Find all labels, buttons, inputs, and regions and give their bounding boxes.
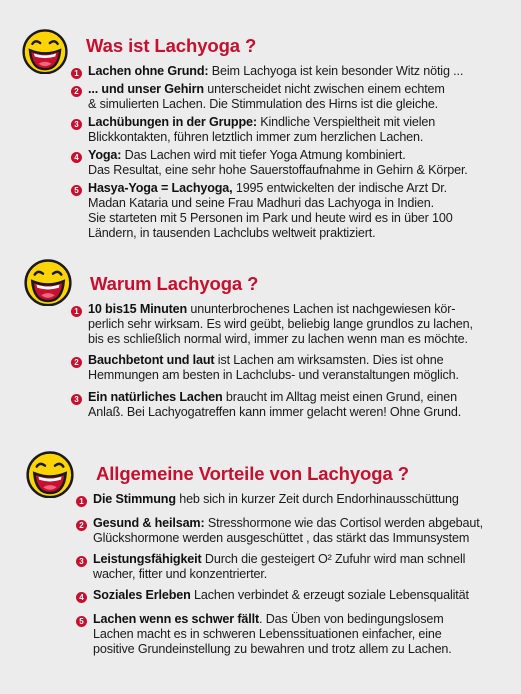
item-text: Das Resultat, eine sehr hohe Sauerstoffaufnahme in Gehirn & Körper. xyxy=(88,163,468,177)
item-text: wacher, fitter und konzentrierter. xyxy=(93,567,268,581)
item-text: perlich sehr wirksam. Es wird geübt, beliebig lange grundlos zu lachen, xyxy=(88,317,473,331)
item-lead: Die Stimmung xyxy=(93,492,176,506)
item-text: bis es schließlich normal wird, immer zu lachen wenn man es möchte. xyxy=(88,332,468,346)
item-text: positive Grundeinstellung zu bewahren und trotz allem zu Lachen. xyxy=(93,642,452,656)
item-text: Lachen verbindet & erzeugt soziale Lebensqualität xyxy=(190,588,469,602)
item-text: . Das Üben von bedingungslosem xyxy=(259,612,444,626)
numbered-bullet-icon: 1 xyxy=(71,306,82,317)
numbered-bullet-icon: 1 xyxy=(76,496,87,507)
item-text: Hemmungen am besten in Lachclubs- und veranstaltungen möglich. xyxy=(88,368,459,382)
item-lead: Ein natürliches Lachen xyxy=(88,390,223,404)
item-text: Glückshormone werden ausgeschüttet , das stärkt das Immunsystem xyxy=(93,531,470,545)
item-text: braucht im Alltag meist einen Grund, einen xyxy=(222,390,457,404)
numbered-bullet-icon: 1 xyxy=(71,68,82,79)
item-lead: Gesund & heilsam: xyxy=(93,516,205,530)
item-text: ununterbrochenes Lachen ist nachgewiesen kör- xyxy=(187,302,456,316)
item-text: Blickkontakten, führen letztlich immer zum herzlichen Lachen. xyxy=(88,130,424,144)
item-text: Beim Lachyoga ist kein besonder Witz nötig ... xyxy=(208,64,464,78)
numbered-bullet-icon: 5 xyxy=(71,185,82,196)
numbered-bullet-icon: 3 xyxy=(71,119,82,130)
numbered-bullet-icon: 3 xyxy=(76,556,87,567)
item-lead: Yoga: xyxy=(88,148,122,162)
item-text: Anlaß. Bei Lachyogatreffen kann immer gelacht weren! Ohne Grund. xyxy=(88,405,462,419)
numbered-bullet-icon: 4 xyxy=(76,592,87,603)
item-lead: Bauchbetont und laut xyxy=(88,353,215,367)
item-lead: Lachübungen in der Gruppe: xyxy=(88,115,257,129)
laughing-smiley-icon xyxy=(22,258,74,306)
section-title: Was ist Lachyoga ? xyxy=(86,35,257,56)
item-lead: Hasya-Yoga = Lachyoga, xyxy=(88,181,233,195)
item-text: Sie starteten mit 5 Personen im Park und heute wird es in über 100 xyxy=(88,211,453,225)
numbered-bullet-icon: 2 xyxy=(71,357,82,368)
item-lead: Lachen ohne Grund: xyxy=(88,64,209,78)
item-lead: Leistungsfähigkeit xyxy=(93,552,202,566)
item-lead: Lachen wenn es schwer fällt xyxy=(93,612,260,626)
item-text: 1995 entwickelten der indische Arzt Dr. xyxy=(232,181,448,195)
item-lead: 10 bis15 Minuten xyxy=(88,302,188,316)
item-text: ist Lachen am wirksamsten. Dies ist ohne xyxy=(214,353,444,367)
item-lead: Soziales Erleben xyxy=(93,588,191,602)
numbered-bullet-icon: 5 xyxy=(76,616,87,627)
item-text: heb sich in kurzer Zeit durch Endorhinausschüttung xyxy=(175,492,459,506)
numbered-bullet-icon: 4 xyxy=(71,152,82,163)
laughing-smiley-icon xyxy=(24,450,76,498)
item-text: Lachen macht es in schweren Lebenssituationen einfacher, eine xyxy=(93,627,442,641)
item-text: Madan Kataria und seine Frau Madhuri das Lachyoga in Indien. xyxy=(88,196,434,210)
item-text: Ländern, in tausenden Lachclubs weltweit praktiziert. xyxy=(88,226,376,240)
numbered-bullet-icon: 2 xyxy=(71,86,82,97)
item-text: Durch die gesteigert O² Zufuhr wird man schnell xyxy=(201,552,466,566)
numbered-bullet-icon: 3 xyxy=(71,394,82,405)
item-text: Stresshormone wie das Cortisol werden abgebaut, xyxy=(204,516,483,530)
item-text: & simulierten Lachen. Die Stimmulation des Hirns ist die gleiche. xyxy=(88,97,439,111)
section-title: Allgemeine Vorteile von Lachyoga ? xyxy=(96,463,409,484)
section-title: Warum Lachyoga ? xyxy=(90,273,259,294)
item-text: unterscheidet nicht zwischen einem echtem xyxy=(203,82,445,96)
item-text: Das Lachen wird mit tiefer Yoga Atmung kombiniert. xyxy=(121,148,406,162)
laughing-smiley-icon xyxy=(20,28,70,74)
item-lead: ... und unser Gehirn xyxy=(88,82,204,96)
item-text: Kindliche Verspieltheit mit vielen xyxy=(256,115,436,129)
numbered-bullet-icon: 2 xyxy=(76,520,87,531)
